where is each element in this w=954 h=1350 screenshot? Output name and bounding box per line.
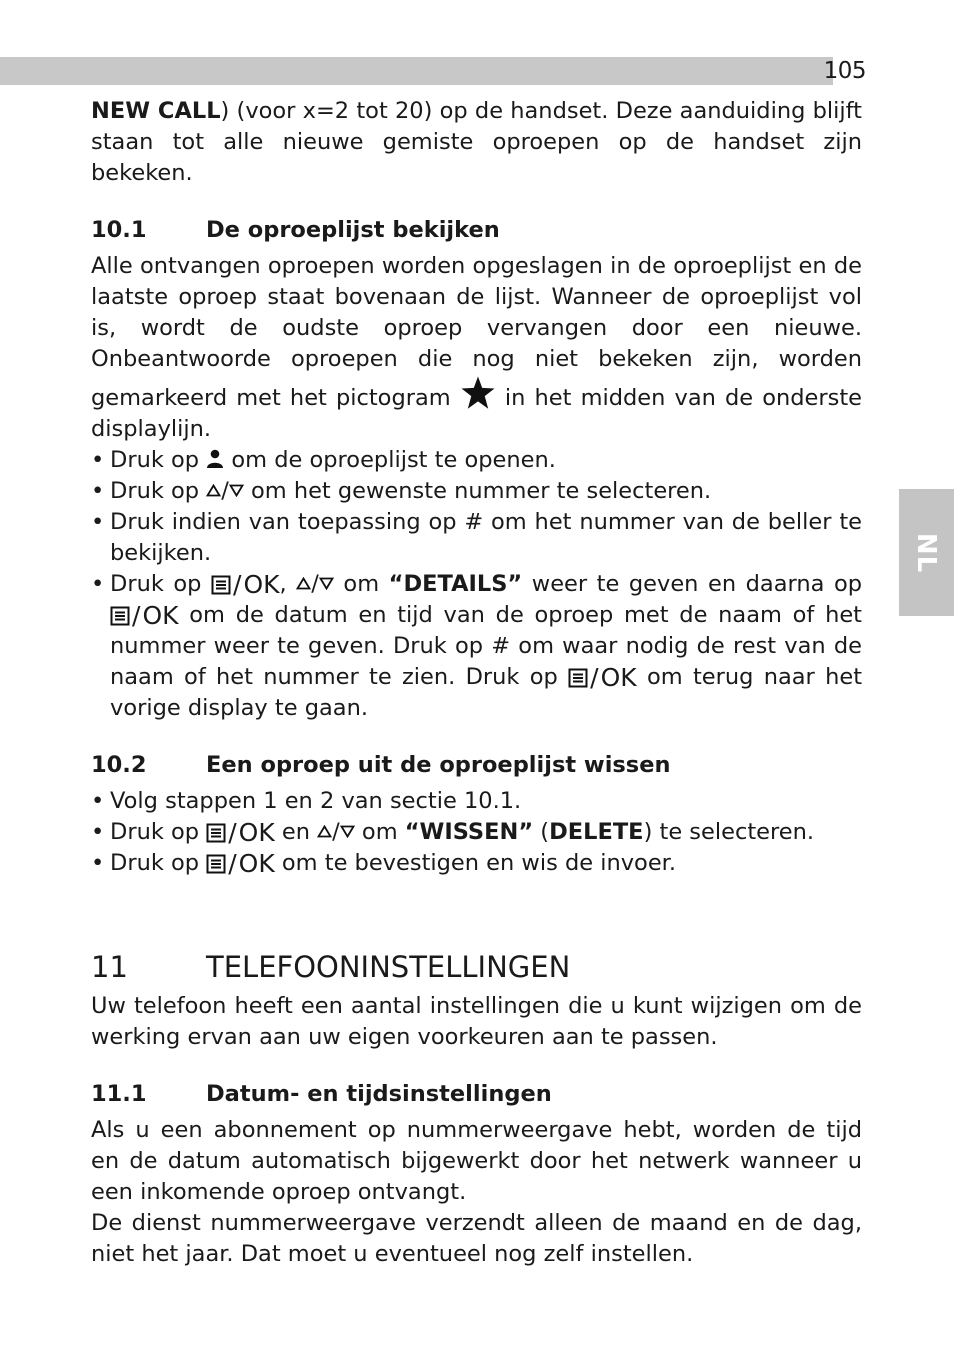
chapter-number: 11 — [91, 950, 128, 984]
settings-intro-paragraph: Uw telefoon heeft een aantal instellingen die u kunt wijzigen om de werking ervan aan uw eigen voorkeuren aan te passen. — [91, 993, 862, 1050]
menu-icon — [568, 668, 588, 688]
intro-paragraph — [91, 96, 862, 189]
item-text: om te bevestigen en wis de invoer. — [281, 850, 677, 876]
menu-icon — [110, 606, 130, 626]
menu-ok-button-icon — [211, 572, 280, 597]
section-number: 10.1 — [91, 217, 147, 243]
section-11-1-heading — [91, 1077, 862, 1115]
section-number: 10.2 — [91, 752, 147, 778]
section-10-2-heading — [91, 748, 862, 786]
menu-ok-button-icon — [206, 820, 275, 845]
item-text: Druk op — [110, 447, 200, 473]
ok-label: OK — [238, 818, 275, 847]
menu-icon — [211, 575, 231, 595]
ok-label: OK — [238, 849, 275, 878]
up-arrow-icon — [296, 577, 311, 590]
date-time-paragraph-1: Als u een abonnement op nummerweergave hebt, worden de tijd en de datum automatisch bijgewerkt door het netwerk wanneer u een inkomende oproep ontvangt. — [91, 1117, 862, 1205]
slash-text: / — [590, 663, 599, 692]
call-list-steps — [91, 445, 862, 724]
para-text: Alle ontvangen oproepen worden opgeslagen in de oproeplijst en de laatste oproep staat bovenaan de lijst. Wanneer de oproeplijst vol is, wordt de oudste oproep vervangen door een nieuwe. Onbeantwoorde oproepen die nog niet bekeken zijn, worden gemarkeerd met het pictogram — [91, 253, 862, 411]
language-tab-label: NL — [911, 532, 942, 573]
item-text: Druk op — [110, 850, 200, 876]
list-item — [91, 476, 862, 507]
details-label: “DETAILS” — [388, 571, 523, 597]
language-tab — [899, 489, 954, 616]
item-text: Druk op — [110, 571, 202, 597]
menu-ok-button-icon — [206, 851, 275, 876]
item-text: Druk op — [110, 478, 200, 504]
item-text: om — [361, 819, 398, 845]
slash-text: / — [132, 601, 141, 630]
section-10-1-heading — [91, 213, 862, 251]
slash-text: / — [233, 570, 242, 599]
item-text: ) te selecteren. — [643, 819, 815, 845]
star-icon — [460, 375, 496, 411]
slash-text: / — [311, 571, 319, 597]
section-title: De oproeplijst bekijken — [206, 217, 500, 243]
header-bar — [0, 57, 833, 85]
page-content — [91, 96, 862, 1270]
wissen-label: “WISSEN” — [404, 819, 534, 845]
item-text: ( — [540, 819, 550, 845]
call-list-paragraph — [91, 251, 862, 445]
section-number: 11.1 — [91, 1081, 147, 1107]
up-arrow-icon — [317, 825, 332, 838]
item-text: en — [281, 819, 311, 845]
new-call-label: NEW CALL — [91, 98, 221, 124]
person-icon — [206, 449, 224, 469]
down-arrow-icon — [229, 484, 244, 497]
item-text: om — [343, 571, 380, 597]
ok-label: OK — [600, 663, 637, 692]
chapter-11-heading — [91, 949, 862, 991]
list-item — [91, 569, 862, 724]
slash-text: / — [221, 478, 229, 504]
slash-text: / — [228, 818, 237, 847]
section-title: Een oproep uit de oproeplijst wissen — [206, 752, 671, 778]
section-title: Datum- en tijdsinstellingen — [206, 1081, 552, 1107]
ok-label: OK — [243, 570, 280, 599]
menu-ok-button-icon — [568, 665, 637, 690]
page-number: 105 — [823, 58, 866, 84]
menu-icon — [206, 823, 226, 843]
list-item — [91, 817, 862, 848]
item-text: weer te geven en daarna op — [531, 571, 863, 597]
menu-icon — [206, 854, 226, 874]
list-item — [91, 848, 862, 879]
item-text: om de datum en tijd van de oproep met de naam of het nummer weer te geven. Druk op # om waar nodig de rest van de naam of het nummer te zien. Druk op — [110, 602, 863, 690]
list-item: • Druk indien van toepassing op # om het nummer van de beller te bekijken. — [91, 507, 862, 569]
slash-text: / — [332, 819, 340, 845]
list-item — [91, 445, 862, 476]
intro-text: ) (voor x=2 tot 20) op de handset. Deze aanduiding blijft staan tot alle nieuwe gemiste oproepen op de handset zijn bekeken. — [91, 98, 862, 186]
up-arrow-icon — [206, 484, 221, 497]
down-arrow-icon — [340, 825, 355, 838]
date-time-paragraph-2: De dienst nummerweergave verzendt alleen de maand en de dag, niet het jaar. Dat moet u eventueel nog zelf instellen. — [91, 1210, 862, 1267]
para-text: in het midden van de onderste displaylijn. — [91, 385, 863, 442]
chapter-title: TELEFOONINSTELLINGEN — [206, 950, 571, 984]
item-text: , — [279, 571, 287, 597]
item-text: om het gewenste nummer te selecteren. — [250, 478, 712, 504]
ok-label: OK — [142, 601, 179, 630]
delete-label: DELETE — [549, 819, 644, 845]
down-arrow-icon — [319, 577, 334, 590]
menu-ok-button-icon — [110, 603, 179, 628]
delete-steps — [91, 786, 862, 879]
item-text: om de oproeplijst te openen. — [231, 447, 556, 473]
slash-text: / — [228, 849, 237, 878]
item-text: om terug naar het vorige display te gaan. — [110, 664, 863, 721]
list-item: • Volg stappen 1 en 2 van sectie 10.1. — [91, 786, 862, 817]
item-text: Druk op — [110, 819, 200, 845]
